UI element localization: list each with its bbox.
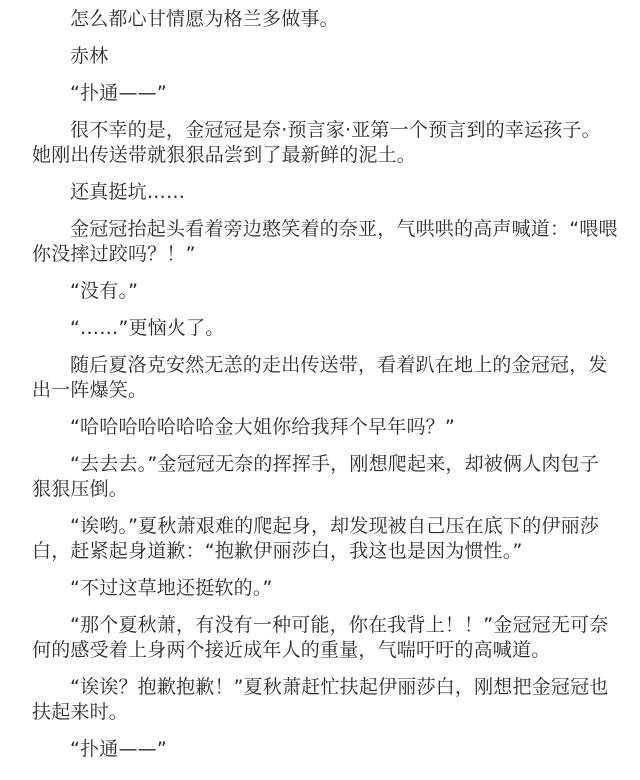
paragraph: “那个夏秋萧，有没有一种可能，你在我背上！！”金冠冠无可奈何的感受着上身两个接近成年人的重量，气喘吁吁的高喊道。 <box>32 614 609 661</box>
paragraph: “去去去。”金冠冠无奈的挥挥手，刚想爬起来，却被俩人肉包子狠狠压倒。 <box>32 453 599 500</box>
paragraph: “……”更恼火了。 <box>70 317 225 339</box>
paragraph: 还真挺坑…… <box>70 181 186 203</box>
paragraph: 赤林 <box>70 45 109 67</box>
paragraph: “扑通——” <box>70 738 167 760</box>
paragraph: “没有。” <box>70 280 139 302</box>
paragraph: “哈哈哈哈哈哈哈金大姐你给我拜个早年吗？” <box>70 416 455 438</box>
paragraph: “扑通——” <box>70 82 167 104</box>
paragraph: 随后夏洛克安然无恙的走出传送带，看着趴在地上的金冠冠，发出一阵爆笑。 <box>32 354 608 401</box>
paragraph: “诶诶？抱歉抱歉！”夏秋萧赶忙扶起伊丽莎白，刚想把金冠冠也扶起来时。 <box>32 676 609 723</box>
paragraph: “诶哟。”夏秋萧艰难的爬起身，却发现被自己压在底下的伊丽莎白，赶紧起身道歉：“抱歉伊丽莎白，我这也是因为惯性。” <box>32 515 599 562</box>
paragraph: 金冠冠抬起头看着旁边憨笑着的奈亚，气哄哄的高声喊道：“喂喂你没摔过跤吗？！” <box>32 218 618 265</box>
paragraph: 怎么都心甘情愿为格兰多做事。 <box>70 8 339 30</box>
paragraph: “不过这草地还挺软的。” <box>70 577 273 599</box>
paragraph: 很不幸的是，金冠冠是奈·预言家·亚第一个预言到的幸运孩子。她刚出传送带就狠狠品尝到了最新鲜的泥土。 <box>32 119 601 166</box>
